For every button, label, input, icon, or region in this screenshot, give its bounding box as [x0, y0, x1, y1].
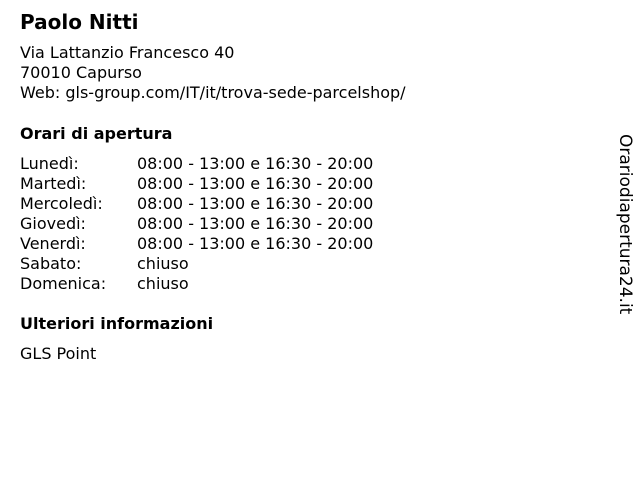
- day-label: Sabato:: [20, 254, 82, 273]
- hours-value: 08:00 - 13:00 e 16:30 - 20:00: [137, 194, 374, 213]
- address-block: [20, 43, 406, 103]
- shop-name: Paolo Nitti: [20, 10, 139, 34]
- site-watermark: Orariodiapertura24.it: [615, 134, 635, 315]
- hours-value: chiuso: [137, 254, 189, 273]
- website-link[interactable]: Web: gls-group.com/IT/it/trova-sede-parcelshop/: [20, 83, 406, 102]
- hours-value: 08:00 - 13:00 e 16:30 - 20:00: [137, 234, 374, 253]
- day-label: Lunedì:: [20, 154, 79, 173]
- address-city: 70010 Capurso: [20, 63, 142, 82]
- address-street: Via Lattanzio Francesco 40: [20, 43, 235, 62]
- hours-value: 08:00 - 13:00 e 16:30 - 20:00: [137, 214, 374, 233]
- hours-value: chiuso: [137, 274, 189, 293]
- hours-value: 08:00 - 13:00 e 16:30 - 20:00: [137, 174, 374, 193]
- day-label: Domenica:: [20, 274, 107, 293]
- day-label: Mercoledì:: [20, 194, 103, 213]
- additional-info-text: GLS Point: [20, 344, 97, 363]
- opening-hours-heading: Orari di apertura: [20, 124, 173, 143]
- day-label: Martedì:: [20, 174, 87, 193]
- additional-info-heading: Ulteriori informazioni: [20, 314, 214, 333]
- day-label: Giovedì:: [20, 214, 86, 233]
- day-label: Venerdì:: [20, 234, 86, 253]
- hours-value: 08:00 - 13:00 e 16:30 - 20:00: [137, 154, 374, 173]
